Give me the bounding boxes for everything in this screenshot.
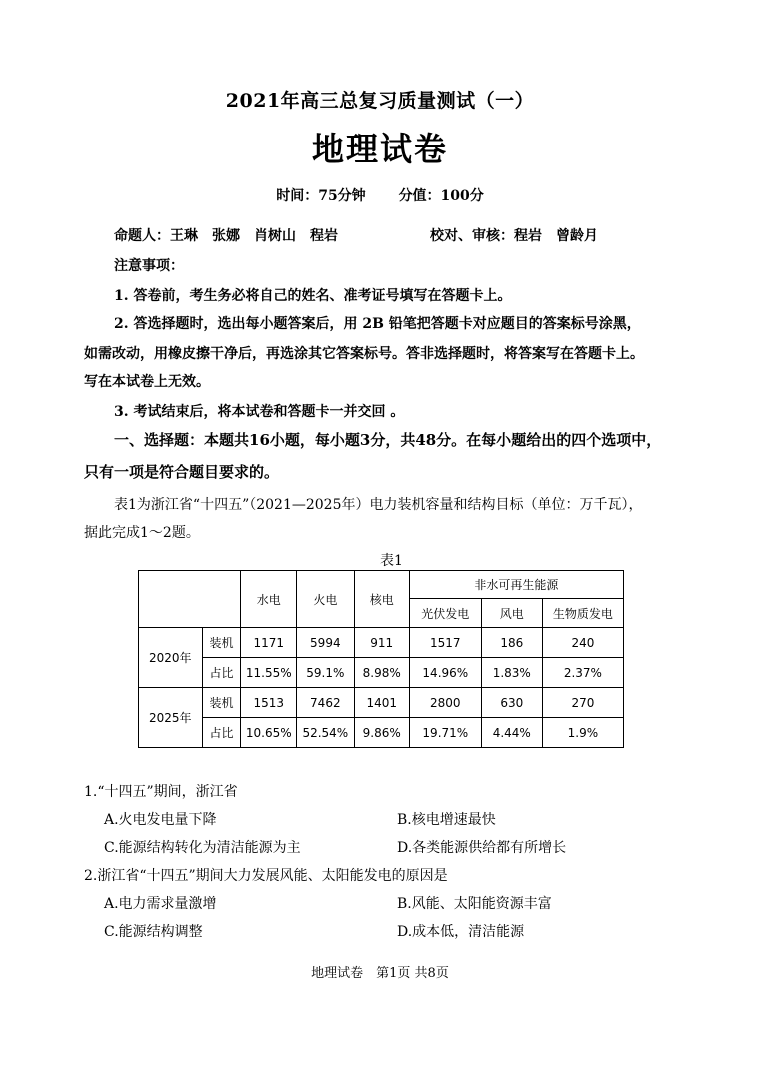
- table-cell: 630: [481, 688, 542, 718]
- header-solar: 光伏发电: [409, 599, 481, 628]
- table-corner-cell: [139, 571, 241, 628]
- table-cell: 2800: [409, 688, 481, 718]
- page-footer: 地理试卷 第1页 共8页: [311, 966, 449, 981]
- question-1-stem: 1.“十四五”期间，浙江省: [84, 784, 238, 800]
- table-caption: 表1: [380, 553, 403, 569]
- table-intro-line-1: 表1为浙江省“十四五”（2021—2025年）电力装机容量和结构目标（单位：万千瓦），: [114, 497, 643, 513]
- notice-item-2-line-2: 如需改动，用橡皮擦干净后，再选涂其它答案标号。答非选择题时，将答案写在答题卡上。: [84, 346, 644, 362]
- question-1-option-c: C.能源结构转化为清洁能源为主: [104, 840, 301, 856]
- row-label: 占比: [202, 658, 241, 688]
- table-row: [139, 718, 624, 748]
- table-cell: 10.65%: [241, 718, 297, 748]
- table-row: [139, 628, 624, 658]
- table-cell: 2.37%: [542, 658, 623, 688]
- row-label: 装机: [202, 628, 241, 658]
- capacity-table: [138, 570, 624, 748]
- question-1-option-d: D.各类能源供给都有所增长: [397, 840, 567, 856]
- header-wind: 风电: [481, 599, 542, 628]
- table-cell: 5994: [297, 628, 355, 658]
- year-cell: 2020年: [139, 628, 203, 688]
- table-cell: 911: [354, 628, 409, 658]
- notice-item-3: 3. 考试结束后，将本试卷和答题卡一并交回 。: [114, 404, 405, 420]
- table-cell: 9.86%: [354, 718, 409, 748]
- exam-meta: [0, 185, 760, 205]
- table-cell: 1.83%: [481, 658, 542, 688]
- question-2-stem: 2.浙江省“十四五”期间大力发展风能、太阳能发电的原因是: [84, 868, 448, 884]
- table-cell: 240: [542, 628, 623, 658]
- table-cell: 1517: [409, 628, 481, 658]
- table-cell: 186: [481, 628, 542, 658]
- question-1-option-b: B.核电增速最快: [397, 812, 496, 828]
- header-nuclear: 核电: [354, 571, 409, 628]
- table-cell: 1.9%: [542, 718, 623, 748]
- subject-title: 地理试卷: [311, 130, 448, 168]
- question-2-option-d: D.成本低，清洁能源: [397, 924, 525, 940]
- table-cell: 1401: [354, 688, 409, 718]
- table-row: [139, 688, 624, 718]
- section-heading-line-2: 只有一项是符合题目要求的。: [84, 463, 280, 481]
- table-row: [139, 658, 624, 688]
- question-2-option-a: A.电力需求量激增: [104, 896, 217, 912]
- header-hydro: 水电: [241, 571, 297, 628]
- table-cell: 1513: [241, 688, 297, 718]
- header-thermal: 火电: [297, 571, 355, 628]
- year-cell: 2025年: [139, 688, 203, 748]
- header-biomass: 生物质发电: [542, 599, 623, 628]
- notice-item-2-line-1: 2. 答选择题时，选出每小题答案后，用 2B 铅笔把答题卡对应题目的答案标号涂黑，: [114, 316, 641, 332]
- question-2-option-b: B.风能、太阳能资源丰富: [397, 896, 552, 912]
- table-cell: 52.54%: [297, 718, 355, 748]
- question-2-option-c: C.能源结构调整: [104, 924, 203, 940]
- table-cell: 11.55%: [241, 658, 297, 688]
- row-label: 装机: [202, 688, 241, 718]
- section-heading-line-1: 一、选择题：本题共16小题，每小题3分，共48分。在每小题给出的四个选项中，: [114, 431, 662, 449]
- table-cell: 1171: [241, 628, 297, 658]
- notice-title: 注意事项：: [114, 258, 184, 274]
- exam-authors: 命题人：王琳 张娜 肖树山 程岩: [114, 228, 338, 244]
- exam-title: 2021年高三总复习质量测试（一）: [225, 90, 535, 112]
- table-cell: 270: [542, 688, 623, 718]
- table-cell: 7462: [297, 688, 355, 718]
- exam-score: 分值：100分: [398, 188, 484, 204]
- row-label: 占比: [202, 718, 241, 748]
- table-cell: 59.1%: [297, 658, 355, 688]
- exam-reviewers: 校对、审核：程岩 曾龄月: [430, 228, 598, 244]
- table-cell: 8.98%: [354, 658, 409, 688]
- table-intro-line-2: 据此完成1～2题。: [84, 525, 200, 541]
- header-non-hydro-renewable: 非水可再生能源: [409, 571, 623, 599]
- notice-item-2-line-3: 写在本试卷上无效。: [84, 374, 210, 390]
- exam-time: 时间：75分钟: [276, 188, 366, 204]
- table-cell: 4.44%: [481, 718, 542, 748]
- table-cell: 19.71%: [409, 718, 481, 748]
- notice-item-1: 1. 答卷前，考生务必将自己的姓名、准考证号填写在答题卡上。: [114, 288, 512, 304]
- table-cell: 14.96%: [409, 658, 481, 688]
- question-1-option-a: A.火电发电量下降: [104, 812, 217, 828]
